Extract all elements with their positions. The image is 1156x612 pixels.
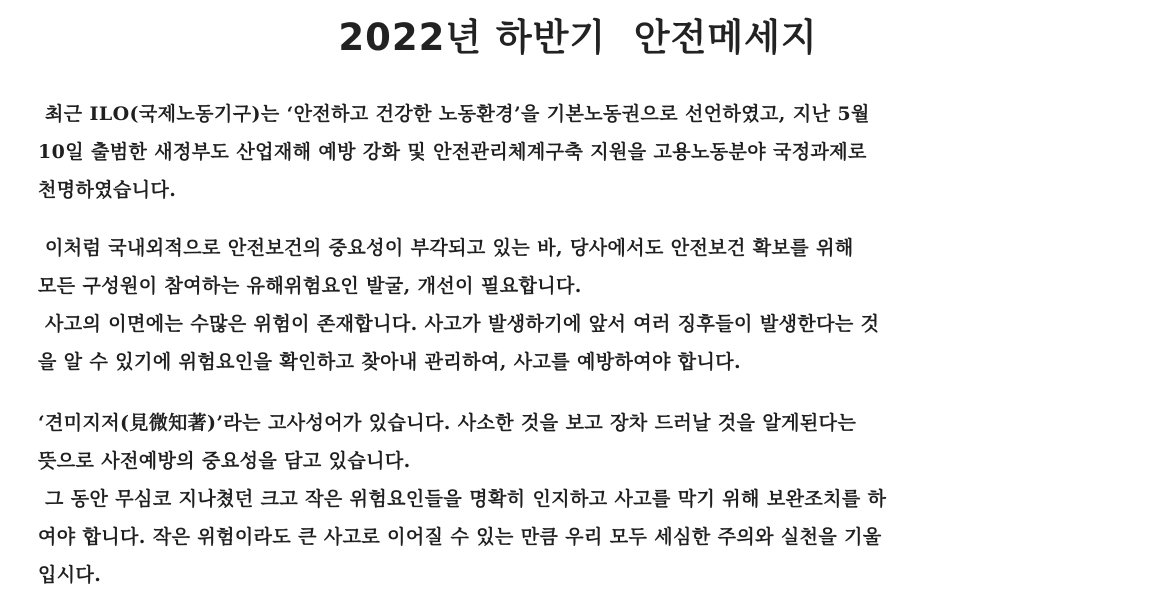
paragraph-line: 10일 출범한 새정부도 산업재해 예방 강화 및 안전관리체계구축 지원을 고용노동분야 국정과제로 (38, 141, 867, 163)
paragraph-line: 이처럼 국내외적으로 안전보건의 중요성이 부각되고 있는 바, 당사에서도 안전보건 확보를 위해 (38, 237, 854, 259)
paragraph-line: 입시다. (38, 564, 102, 586)
paragraph-line: 천명하였습니다. (38, 179, 177, 201)
paragraph-line: 모든 구성원이 참여하는 유해위험요인 발굴, 개선이 필요합니다. (38, 275, 582, 297)
paragraph-line: 최근 ILO(국제노동기구)는 ‘안전하고 건강한 노동환경’을 기본노동권으로 선언하였고, 지난 5월 (38, 103, 870, 125)
paragraph-line: 을 알 수 있기에 위험요인을 확인하고 찾아내 관리하여, 사고를 예방하여야 합니다. (38, 351, 742, 373)
paragraph-line: 사고의 이면에는 수많은 위험이 존재합니다. 사고가 발생하기에 앞서 여러 징후들이 발생한다는 것 (38, 313, 880, 335)
paragraph-line: ‘견미지저(見微知著)’라는 고사성어가 있습니다. 사소한 것을 보고 장차 드러날 것을 알게된다는 (38, 412, 857, 434)
paragraph-line: 뜻으로 사전예방의 중요성을 담고 있습니다. (38, 450, 411, 472)
paragraph-line: 여야 합니다. 작은 위험이라도 큰 사고로 이어질 수 있는 만큼 우리 모두 세심한 주의와 실천을 기울 (38, 526, 882, 548)
page-title: 2022년 하반기 안전메세지 (338, 16, 818, 59)
paragraph-line: 그 동안 무심코 지나쳤던 크고 작은 위험요인들을 명확히 인지하고 사고를 막기 위해 보완조치를 하 (38, 488, 887, 510)
